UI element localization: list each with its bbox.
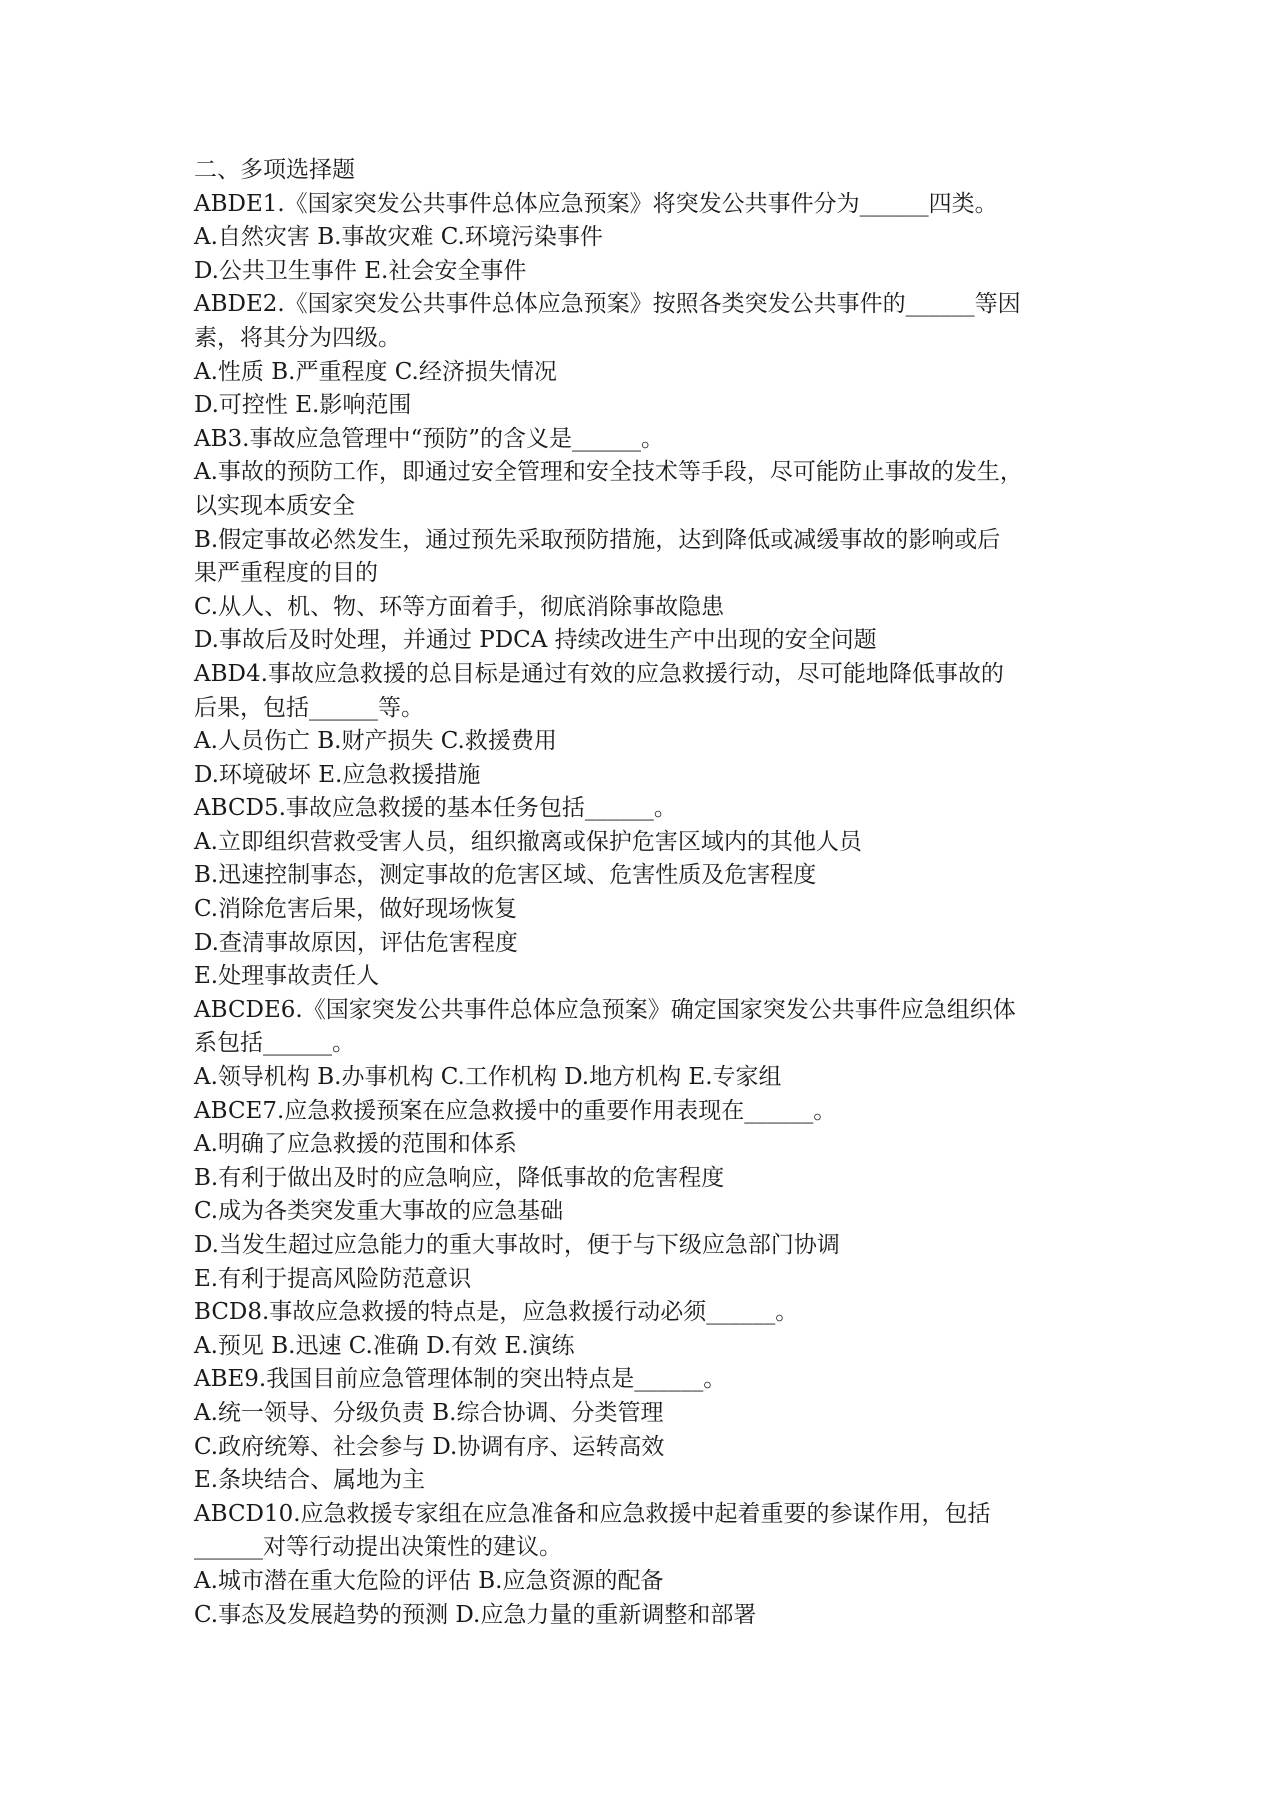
question-5-option-c: C.消除危害后果，做好现场恢复 [194, 896, 518, 923]
question-3-option-c: C.从人、机、物、环等方面着手，彻底消除事故隐患 [194, 593, 725, 620]
question-5-option-a: A.立即组织营救受害人员，组织撤离或保护危害区域内的其他人员 [194, 828, 862, 855]
question-4-options-line-2: D.环境破坏 E.应急救援措施 [194, 761, 481, 788]
question-2-options-line-2: D.可控性 E.影响范围 [194, 392, 412, 419]
question-7-option-e: E.有利于提高风险防范意识 [194, 1265, 472, 1292]
question-7-option-a: A.明确了应急救援的范围和体系 [194, 1131, 517, 1158]
question-5-option-d: D.查清事故原因，评估危害程度 [194, 929, 518, 956]
question-10-stem-line-2: ______对等行动提出决策性的建议。 [194, 1534, 562, 1561]
question-4-stem-line-2: 后果，包括______等。 [194, 694, 424, 721]
question-3-option-a-line-2: 以实现本质安全 [194, 492, 355, 519]
question-10-options-line-1: A.城市潜在重大危险的评估 B.应急资源的配备 [194, 1567, 664, 1594]
question-5-option-e: E.处理事故责任人 [194, 963, 380, 990]
question-2-stem-line-1: ABDE2.《国家突发公共事件总体应急预案》按照各类突发公共事件的______等因 [194, 291, 1021, 318]
question-9-options-line-2: C.政府统筹、社会参与 D.协调有序、运转高效 [194, 1433, 665, 1460]
question-3-option-a-line-1: A.事故的预防工作，即通过安全管理和安全技术等手段，尽可能防止事故的发生， [194, 459, 1023, 486]
question-9-stem: ABE9.我国目前应急管理体制的突出特点是______。 [194, 1366, 727, 1393]
question-3-option-d: D.事故后及时处理，并通过 PDCA 持续改进生产中出现的安全问题 [194, 627, 877, 654]
question-3-option-b-line-1: B.假定事故必然发生，通过预先采取预防措施，达到降低或减缓事故的影响或后 [194, 526, 1001, 553]
question-5-stem: ABCD5.事故应急救援的基本任务包括______。 [194, 795, 677, 822]
question-1-options-line-1: A.自然灾害 B.事故灾难 C.环境污染事件 [194, 224, 603, 251]
question-2-options-line-1: A.性质 B.严重程度 C.经济损失情况 [194, 358, 557, 385]
question-10-stem-line-1: ABCD10.应急救援专家组在应急准备和应急救援中起着重要的参谋作用，包括 [194, 1500, 991, 1527]
document-page [194, 154, 1094, 1632]
question-3-stem: AB3.事故应急管理中“预防”的含义是______。 [194, 425, 664, 452]
question-7-stem: ABCE7.应急救援预案在应急救援中的重要作用表现在______。 [194, 1097, 837, 1124]
question-4-options-line-1: A.人员伤亡 B.财产损失 C.救援费用 [194, 728, 557, 755]
question-4-stem-line-1: ABD4.事故应急救援的总目标是通过有效的应急救援行动，尽可能地降低事故的 [194, 660, 1004, 687]
question-1-stem: ABDE1.《国家突发公共事件总体应急预案》将突发公共事件分为______四类。 [194, 190, 998, 217]
question-10-options-line-2: C.事态及发展趋势的预测 D.应急力量的重新调整和部署 [194, 1601, 757, 1628]
question-8-options: A.预见 B.迅速 C.准确 D.有效 E.演练 [194, 1332, 575, 1359]
question-8-stem: BCD8.事故应急救援的特点是，应急救援行动必须______。 [194, 1299, 799, 1326]
question-7-option-d: D.当发生超过应急能力的重大事故时，便于与下级应急部门协调 [194, 1232, 840, 1258]
question-9-options-line-1: A.统一领导、分级负责 B.综合协调、分类管理 [194, 1399, 664, 1426]
question-9-options-line-3: E.条块结合、属地为主 [194, 1467, 426, 1494]
question-2-stem-line-2: 素，将其分为四级。 [194, 324, 401, 351]
question-6-stem-line-1: ABCDE6.《国家突发公共事件总体应急预案》确定国家突发公共事件应急组织体 [194, 996, 1016, 1023]
question-3-option-b-line-2: 果严重程度的目的 [194, 560, 378, 587]
question-6-options: A.领导机构 B.办事机构 C.工作机构 D.地方机构 E.专家组 [194, 1064, 782, 1091]
question-7-option-b: B.有利于做出及时的应急响应，降低事故的危害程度 [194, 1164, 725, 1191]
question-1-options-line-2: D.公共卫生事件 E.社会安全事件 [194, 257, 527, 284]
question-6-stem-line-2: 系包括______。 [194, 1030, 355, 1057]
section-heading: 二、多项选择题 [194, 157, 355, 183]
question-5-option-b: B.迅速控制事态，测定事故的危害区域、危害性质及危害程度 [194, 862, 817, 889]
question-7-option-c: C.成为各类突发重大事故的应急基础 [194, 1198, 564, 1225]
